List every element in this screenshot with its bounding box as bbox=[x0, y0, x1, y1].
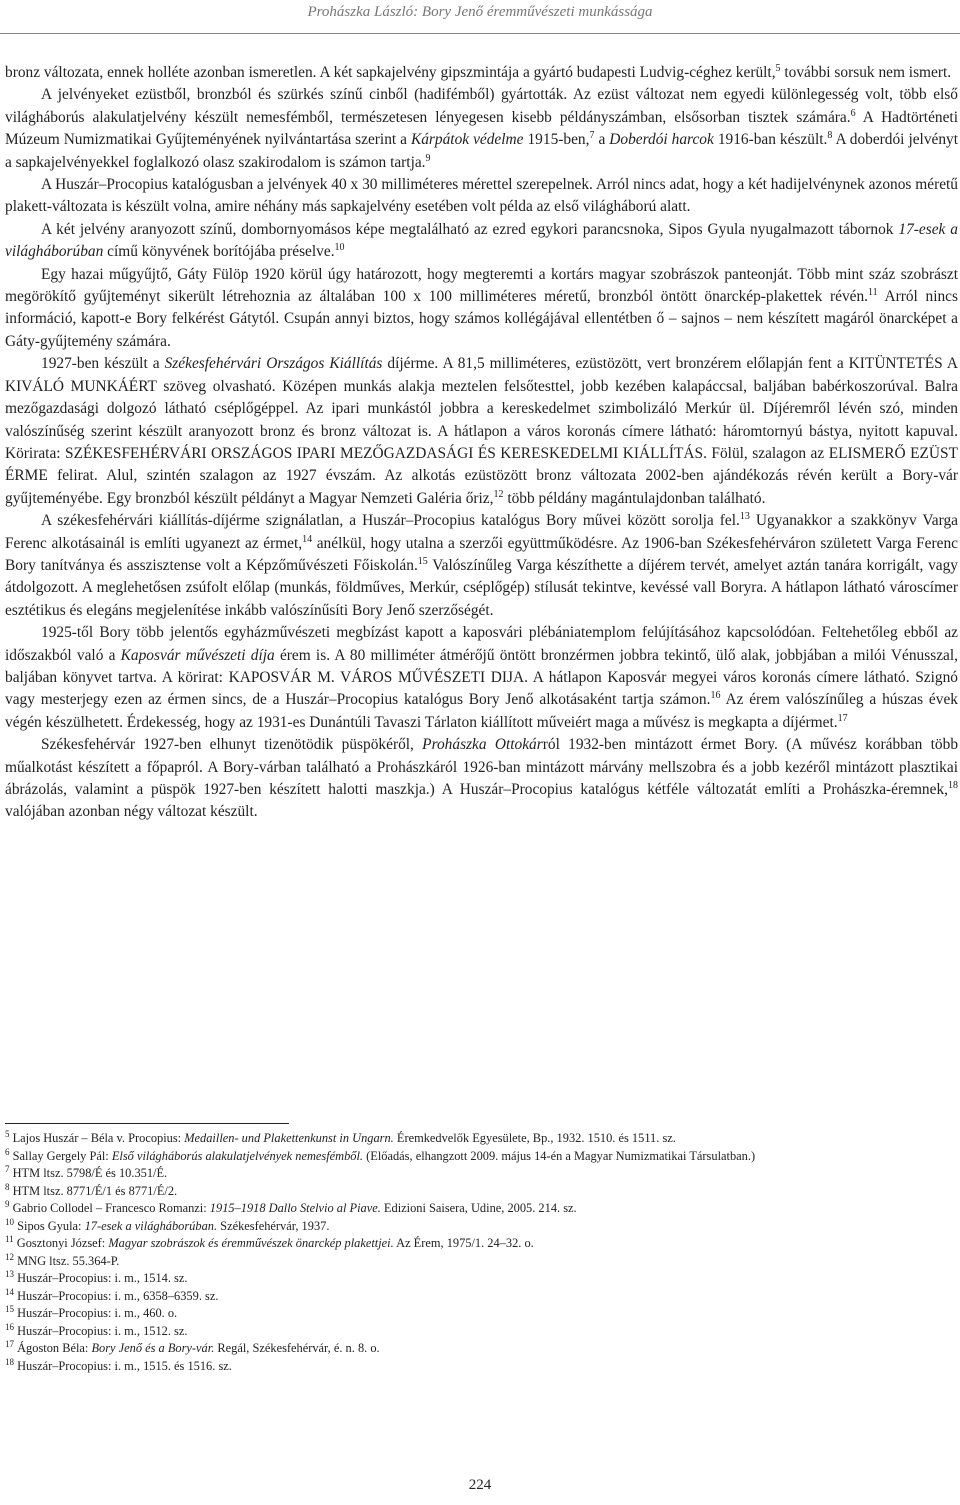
footnote-item: $^7$ HTM ltsz. 5798/É és 10.351/É. bbox=[5, 1163, 168, 1180]
body-text bbox=[5, 62, 958, 824]
running-header: Prohászka László: Bory Jenő éremművészeti munkássága bbox=[307, 4, 653, 20]
footnotes bbox=[5, 1130, 958, 1375]
footnote-item: $^{14}$ Huszár–Procopius: i. m., 6358–6359. sz. bbox=[5, 1286, 219, 1303]
header-divider bbox=[0, 33, 960, 34]
footnote-ref[interactable]: 7 bbox=[589, 130, 595, 142]
footnote-item: $^{12}$ MNG ltsz. 55.364-P. bbox=[5, 1251, 120, 1268]
footnote-item: $^9$ Gabrio Collodel – Francesco Romanzi: 1915–1918 Dallo Stelvio al Piave. Edizioni Saisera, Udine, 2005. 214. sz. bbox=[5, 1198, 577, 1215]
footnote-item: $^6$ Sallay Gergely Pál: Első világháborús alakulatjelvények nemesfémből. (Előadás, elhangzott 2009. május 14-én a Magyar Numizmatikai Társulatban.) bbox=[5, 1146, 756, 1163]
paragraph-3: A Huszár–Procopius katalógusban a jelvények 40 x 30 milliméteres mérettel szerepelnek. Arról nincs adat, hogy a két hadijelvénynek azonos méretű plakett-változata is készült volna, amire néhány más sapkajelvény esetében volt példa az első világháború alatt. bbox=[5, 176, 958, 216]
footnote-item: $^{11}$ Gosztonyi József: Magyar szobrászok és éremművészek önarckép plakettjei. Az Érem, 1975/1. 24–32. o. bbox=[5, 1233, 534, 1250]
footnote-item: $^5$ Lajos Huszár – Béla v. Procopius: Medaillen- und Plakettenkunst in Ungarn. Éremkedvelők Egyesülete, Bp., 1932. 1510. és 1511. sz. bbox=[5, 1128, 676, 1145]
footnote-item: $^{10}$ Sipos Gyula: 17-esek a világháborúban. Székesfehérvár, 1937. bbox=[5, 1216, 330, 1233]
footnote-ref[interactable]: 16 bbox=[710, 690, 721, 702]
footnote-ref[interactable]: 5 bbox=[775, 62, 781, 74]
footnote-ref[interactable]: 17 bbox=[837, 712, 848, 724]
page-number: 224 bbox=[468, 1477, 492, 1493]
footnote-separator bbox=[5, 1123, 289, 1124]
paragraph-4: A két jelvény aranyozott színű, dombornyomásos képe megtalálható az ezred egykori parancsnoka, Sipos Gyula nyugalmazott tábornok 17-esek a világháborúban című könyvének borítójába préselve.$^{10}$ bbox=[5, 220, 958, 261]
paragraph-9: Székesfehérvár 1927-ben elhunyt tizenötödik püspökéről, Prohászka Ottokárról 1932-ben mintázott érmet Bory. (A művész korábban több műalkotást készített a főpapról. A Bory-várban található a Prohászkáról 1926-ban mintázott márvány mellszobra és a jobb kezéről mintázott plasztikai ábrázolás, valamint a püspök 1927-ben készített halotti maszkja.) A Huszár–Procopius katalógus kétféle változatát említi a Prohászka-éremnek,$^{18}$ valójában azonban négy változat készült. bbox=[5, 736, 959, 821]
footnote-ref[interactable]: 6 bbox=[850, 107, 856, 119]
footnote-item: $^{18}$ Huszár–Procopius: i. m., 1515. és 1516. sz. bbox=[5, 1356, 232, 1373]
footnote-ref[interactable]: 11 bbox=[868, 286, 878, 298]
paragraph-1: bronz változata, ennek holléte azonban ismeretlen. A két sapkajelvény gipszmintája a gyártó budapesti Ludvig-céghez került,$^5$ további sorsuk nem ismert. bbox=[5, 62, 952, 81]
footnote-item: $^8$ HTM ltsz. 8771/É/1 és 8771/É/2. bbox=[5, 1181, 178, 1198]
footnote-item: $^{16}$ Huszár–Procopius: i. m., 1512. sz. bbox=[5, 1321, 188, 1338]
footnote-item: $^{13}$ Huszár–Procopius: i. m., 1514. sz. bbox=[5, 1268, 188, 1285]
paragraph-2: A jelvényeket ezüstből, bronzból és szürkés színű cinből (hadifémből) gyártották. Az ezüst változat nem egyedi különlegesség volt, több első világháborús alakulatjelvény készült nemesfémből, természetesen lényegesen kisebb példányszámban, elsősorban tisztek számára.$^6$ A Hadtörténeti Múzeum Numizmatikai Gyűjteményének nyilvántartása szerint a Kárpátok védelme 1915-ben,$^7$ a Doberdói harcok 1916-ban készült.$^8$ A doberdói jelvényt a sapkajelvényekkel foglalkozó olasz szakirodalom is számon tartja.$^9$ bbox=[5, 86, 959, 171]
paragraph-7: A székesfehérvári kiállítás-díjérme szignálatlan, a Huszár–Procopius katalógus Bory művei között sorolja fel.$^{13}$ Ugyanakkor a szakkönyv Varga Ferenc alkotásainál is említi ugyanezt az érmet,$^{14}$ anélkül, hogy utalna a szerzői együttműködésre. Az 1906-ban Székesfehérváron született Varga Ferenc Bory tanítványa és asszisztense volt a Képzőművészeti Főiskolán.$^{15}$ Valószínűleg Varga készíthette a díjérem tervét, amelyet aztán tanára korrigált, vagy átdolgozott. A meglehetősen zsúfolt előlap (munkás, földműves, Merkúr, cséplőgép) stílusát tekintve, kevéssé vall Boryra. A hátlapon látható városcímer esztétikus és elegáns megjelenítése inkább valószínűsíti Bory Jenő szerzőségét. bbox=[5, 511, 958, 619]
footnote-item: $^{17}$ Ágoston Béla: Bory Jenő és a Bory-vár. Regál, Székesfehérvár, é. n. 8. o. bbox=[5, 1338, 380, 1355]
footnote-ref[interactable]: 14 bbox=[302, 533, 313, 545]
footnote-ref[interactable]: 9 bbox=[425, 152, 431, 164]
paragraph-5: Egy hazai műgyűjtő, Gáty Fülöp 1920 körül úgy határozott, hogy megteremti a kortárs magyar szobrászok panteonját. Több mint száz szobrászt megörökítő gyűjteményt sikerült létrehoznia az általában 100 x 100 milliméteres méretű, bronzból öntött önarckép-plakettek révén.$^{11}$ Arról nincs információ, kapott-e Bory felkérést Gátytól. Csupán annyi biztos, hogy számos kollégájával ellentétben ő – sajnos – nem készített magáról önarcképet a Gáty-gyűjtemény számára. bbox=[5, 265, 958, 350]
footnote-item: $^{15}$ Huszár–Procopius: i. m., 460. o. bbox=[5, 1303, 178, 1320]
paragraph-8: 1925-től Bory több jelentős egyházművészeti megbízást kapott a kaposvári plébániatemplom felújításához kapcsolódóan. Feltehetőleg ebből az időszakból való a Kaposvár művészeti díja érem is. A 80 milliméter átmérőjű öntött bronzérmen jobbra tekintő, ülő alak, jobbjában a milói Vénusszal, baljában könyvet tartva. A körirat: KAPOSVÁR M. VÁROS MŰVÉSZETI DIJA. A hátlapon Kaposvár megyei város koronás címere látható. Szignó vagy mesterjegy ezen az érmen sincs, de a Huszár–Procopius katalógus Bory Jenő alkotásaként tartja számon.$^{16}$ Az érem valószínűleg a húszas évek végén készülhetett. Érdekesség, hogy az 1931-es Dunántúli Tavaszi Tárlaton kiállított műveiért maga a művész is megkapta a díjérmet.$^{17}$ bbox=[5, 624, 958, 731]
footnote-ref[interactable]: 12 bbox=[493, 488, 504, 500]
footnote-ref[interactable]: 15 bbox=[417, 555, 428, 567]
footnote-ref[interactable]: 18 bbox=[948, 779, 958, 791]
footnote-ref[interactable]: 8 bbox=[827, 130, 833, 142]
footnote-ref[interactable]: 10 bbox=[334, 242, 345, 254]
paragraph-6: 1927-ben készült a Székesfehérvári Országos Kiállítás díjérme. A 81,5 milliméteres, ezüstözött, vert bronzérem előlapján fent a KITÜNTETÉS A KIVÁLÓ MUNKÁÉRT szöveg olvasható. Középen munkás alakja meztelen felsőtesttel, jobb kezében kalapáccsal, baljában babérkoszorúval. Balra mezőgazdasági dolgozó látható cséplőgéppel. Az ipari munkástól jobbra a kereskedelmet szimbolizáló Merkúr ül. Díjéremről lévén szó, minden valószínűség szerint készült aranyozott bronz és bronz változat is. A hátlapon a város koronás címere látható: háromtornyú bástya, nyitott kapuval. Körirata: SZÉKESFEHÉRVÁRI ORSZÁGOS IPARI MEZŐGAZDASÁGI ÉS KERESKEDELMI KIÁLLÍTÁS. Fölül, szalagon az ELISMERŐ EZÜST ÉRME felirat. Alul, szintén szalagon az 1927 évszám. Az alkotás ezüstözött bronz változata 2002-ben ajándékozás révén került a Bory-vár gyűjteményébe. Egy bronzból készült példányt a Magyar Nemzeti Galéria őriz,$^{12}$ több példány magántulajdonban található. bbox=[5, 355, 958, 507]
footnote-ref[interactable]: 13 bbox=[739, 511, 750, 522]
